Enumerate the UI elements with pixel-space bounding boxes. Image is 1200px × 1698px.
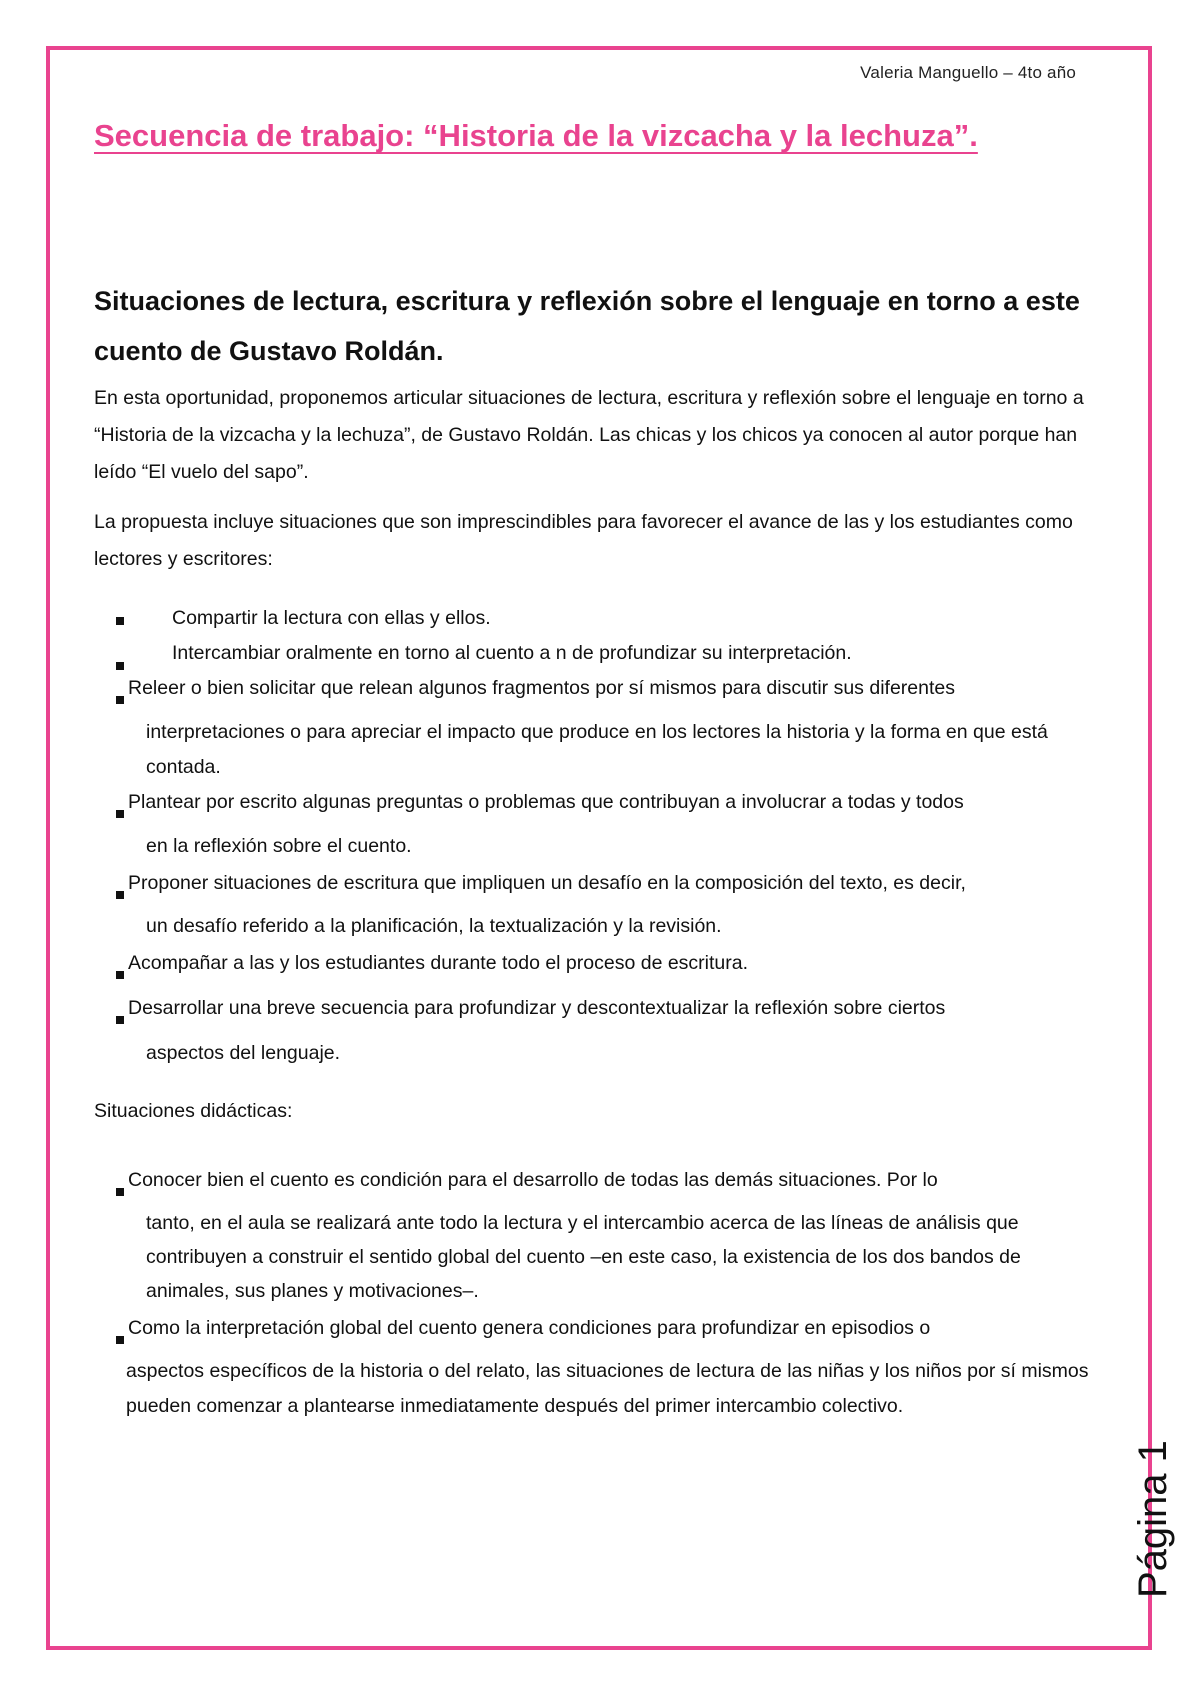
bullet-square-icon [116,662,124,670]
section-subheading: Situaciones de lectura, escritura y reflexión sobre el lenguaje en torno a este cuento de Gustavo Roldán. [94,286,1080,366]
bullet-square-icon [116,971,124,979]
list-item: Proponer situaciones de escritura que impliquen un desafío en la composición del texto, es decir, [94,865,1104,902]
page-number: Página 1 [1131,1440,1175,1598]
bullet-square-icon [116,696,124,704]
list-item-continuation: en la reflexión sobre el cuento. [146,835,412,857]
list-item-continuation: tanto, en el aula se realizará ante todo la lectura y el intercambio acerca de las líneas de análisis que contribuyen a construir el sentido global del cuento –en este caso, la existencia de los dos bandos de animales, sus planes y motivaciones–. [146,1212,1021,1302]
document-title: Secuencia de trabajo: “Historia de la vizcacha y la lechuza”. [94,118,978,153]
list-item-continuation: interpretaciones o para apreciar el impacto que produce en los lectores la historia y la forma en que está contada. [146,721,1048,778]
header-author: Valeria Manguello – 4to año [860,63,1076,82]
list-item: Como la interpretación global del cuento genera condiciones para profundizar en episodios o [94,1310,1104,1347]
list-item: Desarrollar una breve secuencia para profundizar y descontextualizar la reflexión sobre ciertos [94,990,1104,1027]
bullet-square-icon [116,1188,124,1196]
bullet-square-icon [116,1016,124,1024]
list-item-continuation: un desafío referido a la planificación, la textualización y la revisión. [146,915,722,937]
list-item: Conocer bien el cuento es condición para el desarrollo de todas las demás situaciones. Por lo [94,1162,1104,1199]
proposal-paragraph: La propuesta incluye situaciones que son imprescindibles para favorecer el avance de las y los estudiantes como lectores y escritores: [94,511,1073,570]
bullet-square-icon [116,1336,124,1344]
list-item-continuation: aspectos del lenguaje. [146,1042,341,1064]
list-item: Compartir la lectura con ellas y ellos. [94,600,1104,637]
list-item: Acompañar a las y los estudiantes durante todo el proceso de escritura. [94,945,1104,982]
bullet-square-icon [116,617,124,625]
intro-paragraph: En esta oportunidad, proponemos articular situaciones de lectura, escritura y reflexión sobre el lenguaje en torno a “Historia de la vizcacha y la lechuza”, de Gustavo Roldán. Las chicas y los chicos ya conocen al autor porque han leído “El vuelo del sapo”. [94,387,1084,483]
list-item-continuation: aspectos específicos de la historia o del relato, las situaciones de lectura de las niñas y los niños por sí mismos pueden comenzar a plantearse inmediatamente después del primer intercambio colectivo. [126,1360,1089,1417]
list-item: Plantear por escrito algunas preguntas o problemas que contribuyan a involucrar a todas y todos [94,784,1104,821]
bullet-square-icon [116,810,124,818]
list-item: Intercambiar oralmente en torno al cuento a n de profundizar su interpretación. [94,635,1104,672]
bullet-square-icon [116,891,124,899]
list-item: Releer o bien solicitar que relean algunos fragmentos por sí mismos para discutir sus diferentes [94,670,1104,707]
didactic-situations-label: Situaciones didácticas: [94,1100,293,1122]
